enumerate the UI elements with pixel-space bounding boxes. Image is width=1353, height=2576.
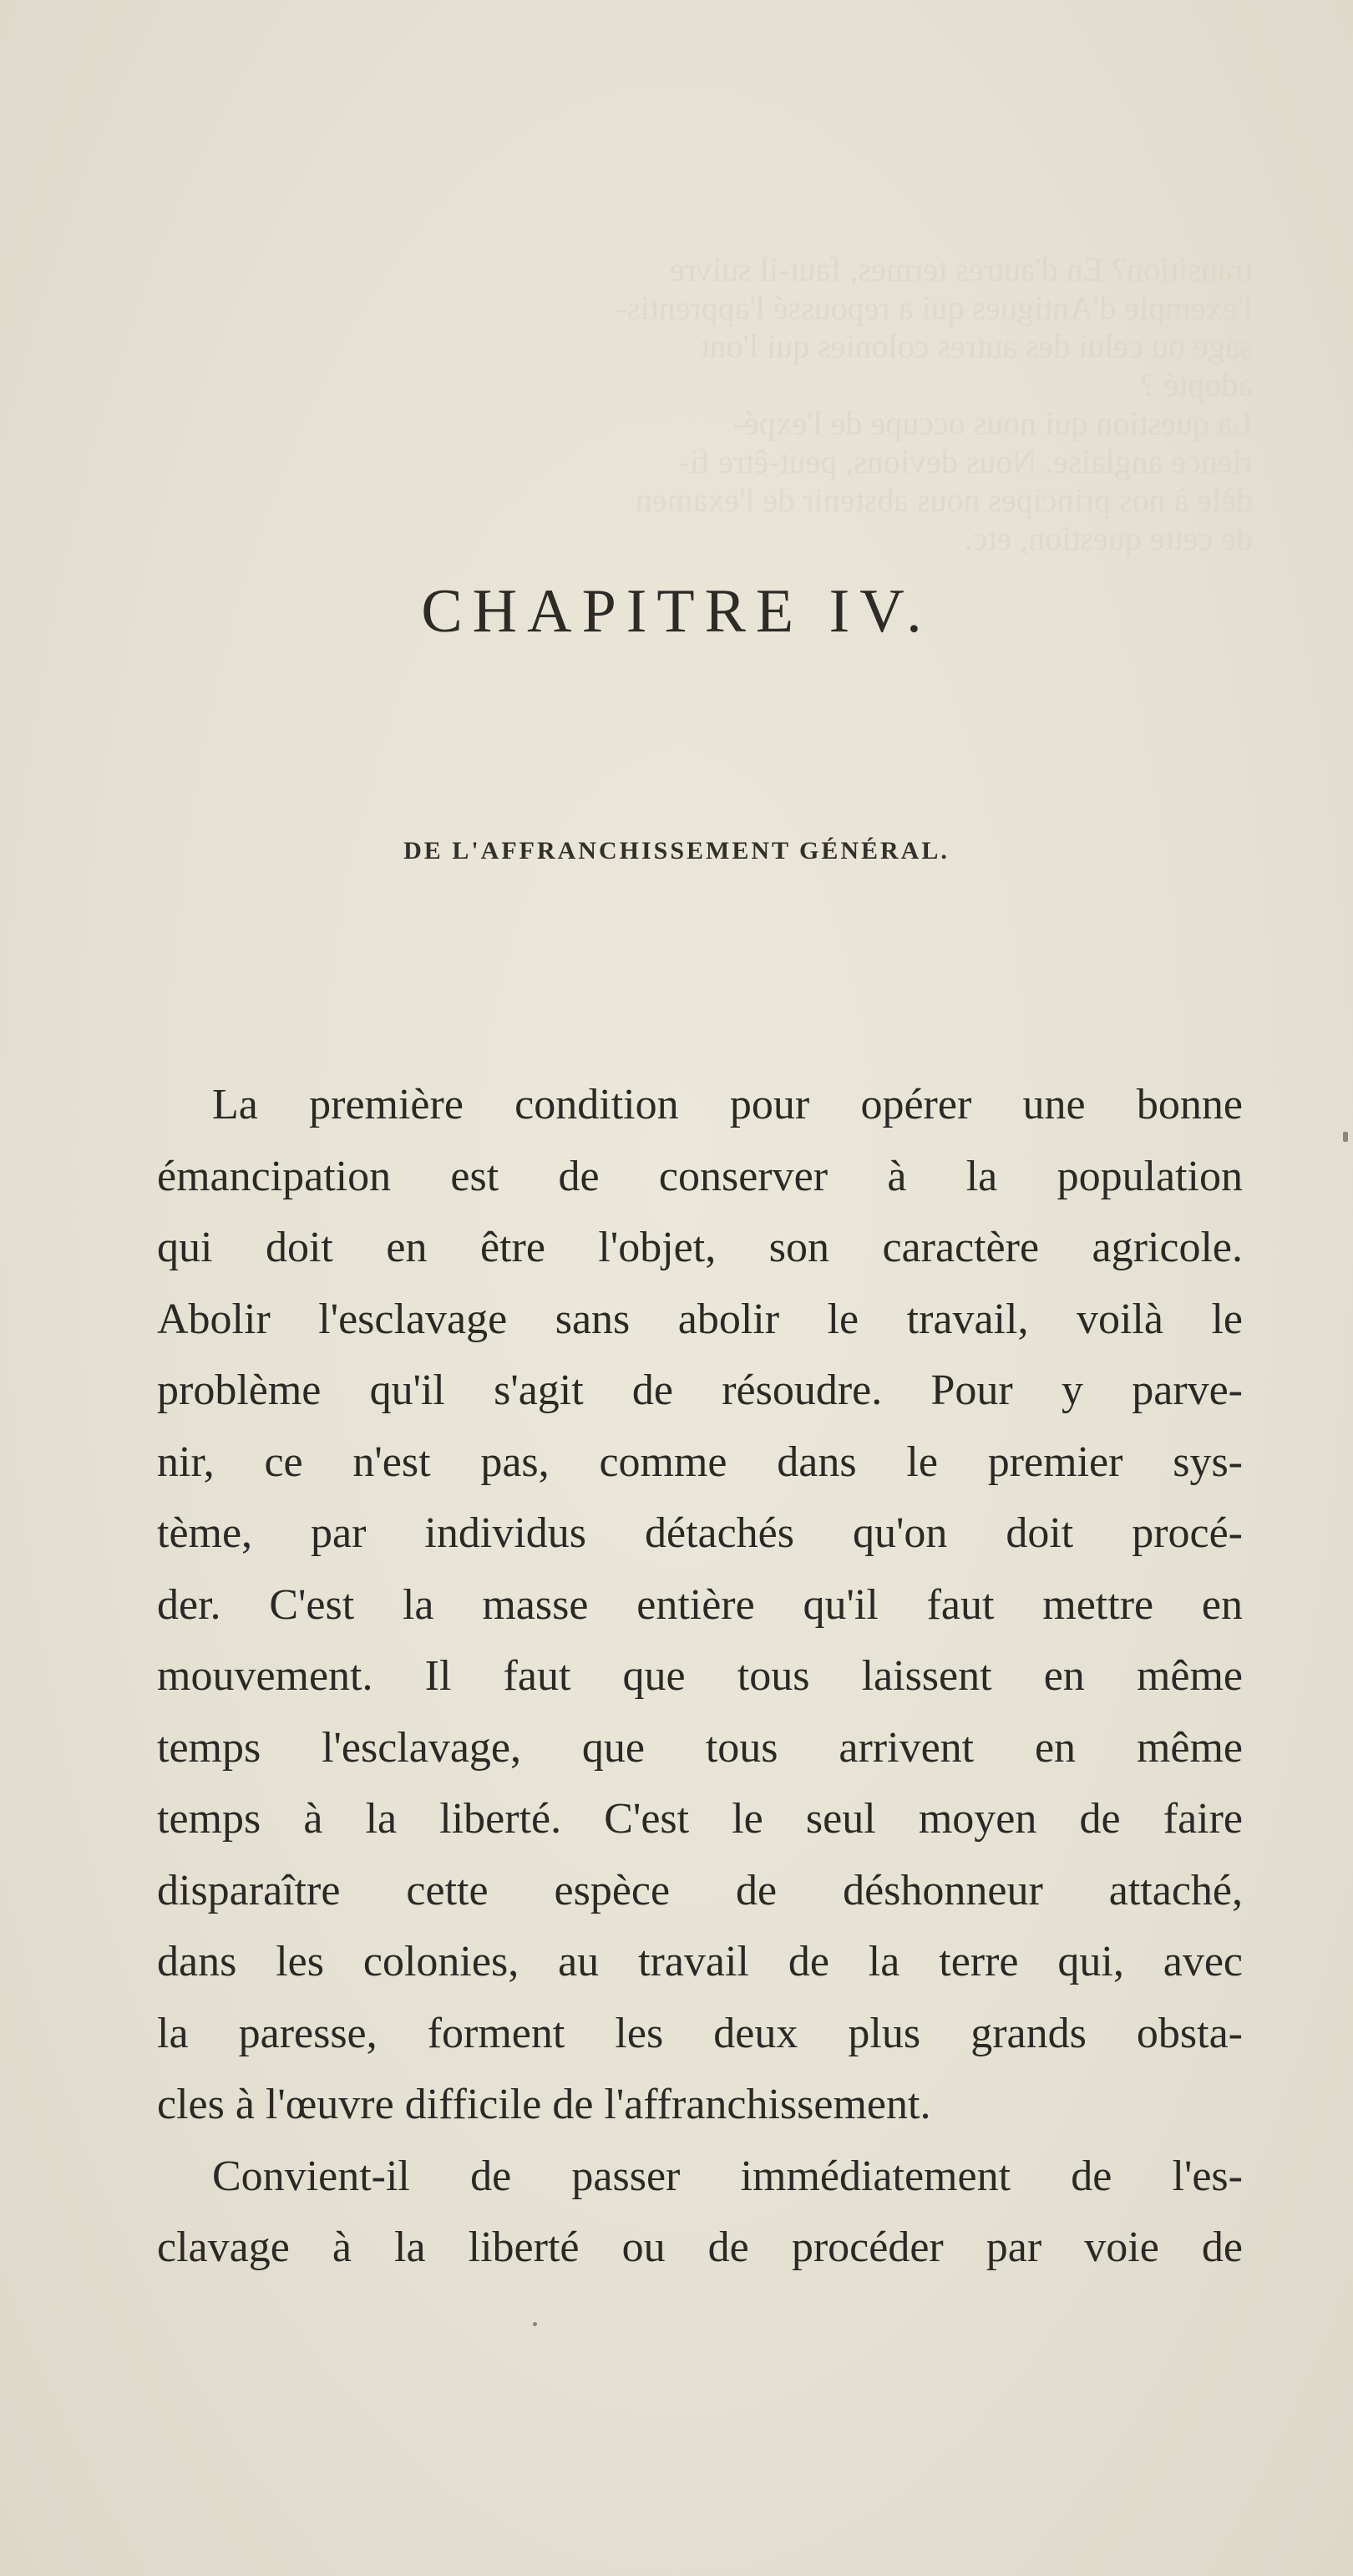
- ink-speck: [533, 2322, 537, 2326]
- body-text: [157, 1069, 1243, 2284]
- text-line: temps à la liberté. C'est le seul moyen de faire: [157, 1795, 1243, 1843]
- show-through-line: dèle à nos principes nous abstenir de l'examen: [635, 481, 1253, 519]
- text-line: disparaître cette espèce de déshonneur attaché,: [157, 1866, 1243, 1914]
- text-line: mouvement. Il faut que tous laissent en même: [157, 1652, 1243, 1700]
- text-line: La première condition pour opérer une bonne: [212, 1081, 1243, 1128]
- show-through-line: La question qui nous occupe de l'expé-: [732, 404, 1253, 442]
- show-through-line: sage ou celui des autres colonies qui l'ont: [700, 327, 1253, 365]
- text-line: Abolir l'esclavage sans abolir le travail, voilà le: [157, 1295, 1243, 1343]
- paragraph-1: [157, 1069, 1243, 2141]
- text-line: Convient-il de passer immédiatement de l'es-: [212, 2152, 1243, 2200]
- text-line: clavage à la liberté ou de procéder par voie de: [157, 2224, 1243, 2271]
- show-through-line: rience anglaise. Nous devions, peut-être fi-: [678, 443, 1253, 480]
- chapter-title: CHAPITRE IV.: [421, 577, 932, 646]
- text-line: tème, par individus détachés qu'on doit procé-: [157, 1509, 1243, 1557]
- show-through-text: [167, 251, 1253, 618]
- text-line: la paresse, forment les deux plus grands obsta-: [157, 2009, 1243, 2057]
- text-line: der. C'est la masse entière qu'il faut mettre en: [157, 1580, 1243, 1629]
- ink-speck: [1343, 1132, 1348, 1142]
- paragraph-2: [157, 2141, 1243, 2284]
- text-line: temps l'esclavage, que tous arrivent en même: [157, 1723, 1243, 1772]
- text-line: émancipation est de conserver à la population: [157, 1152, 1243, 1200]
- show-through-line: transition? En d'autres termes, faut-il suivre: [669, 251, 1253, 288]
- show-through-line: l'exemple d'Antigues qui a repoussé l'apprentis-: [616, 289, 1253, 327]
- show-through-line: adopté ?: [1140, 366, 1253, 403]
- text-line: nir, ce n'est pas, comme dans le premier sys-: [157, 1438, 1243, 1486]
- text-line: dans les colonies, au travail de la terre qui, avec: [157, 1938, 1243, 1985]
- text-line: problème qu'il s'agit de résoudre. Pour y parve-: [157, 1367, 1243, 1414]
- text-line: cles à l'œuvre difficile de l'affranchissement.: [157, 2081, 931, 2128]
- chapter-subtitle: DE L'AFFRANCHISSEMENT GÉNÉRAL.: [403, 837, 950, 865]
- text-line: qui doit en être l'objet, son caractère agricole.: [157, 1224, 1243, 1271]
- show-through-line: de cette question, etc.: [964, 520, 1253, 557]
